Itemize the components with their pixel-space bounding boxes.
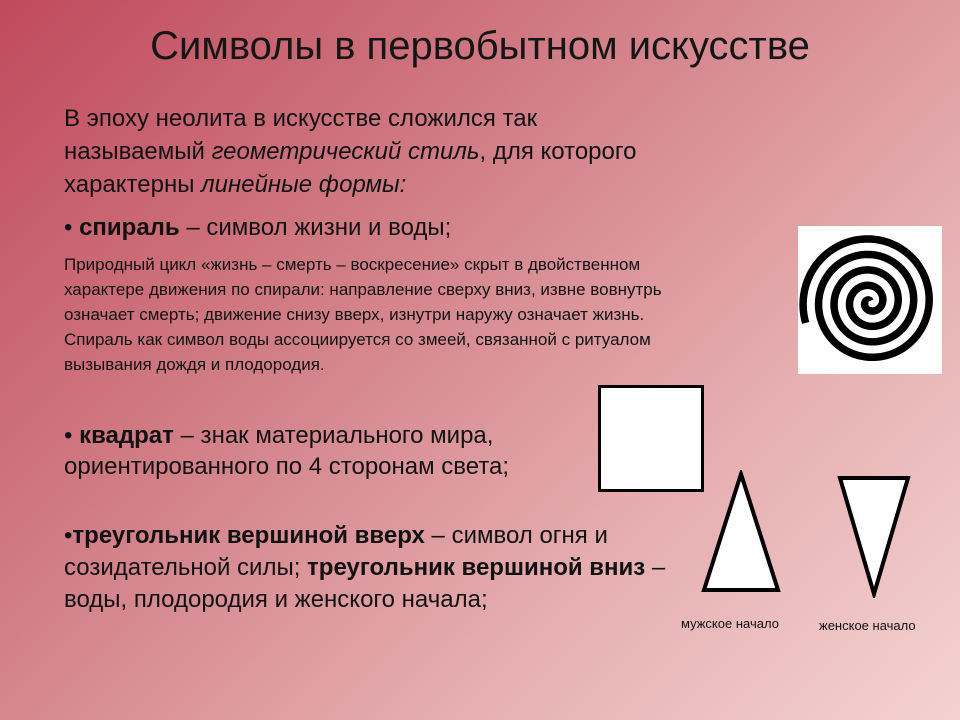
- intro-italic-geometric-style: геометрический стиль: [211, 138, 480, 165]
- triangle-up-icon: [700, 470, 782, 594]
- spiral-svg: [798, 226, 942, 374]
- intro-paragraph: [64, 102, 644, 201]
- caption-female: женское начало: [819, 618, 916, 633]
- bullet-spiral-term: спираль: [79, 214, 180, 241]
- caption-male: мужское начало: [681, 616, 779, 631]
- bullet-triangle-up-term: треугольник вершиной вверх: [72, 522, 425, 549]
- intro-text-2: , для которого характерны: [64, 138, 637, 198]
- bullet-square: [64, 420, 584, 482]
- intro-italic-linear-forms: линейные формы:: [201, 171, 407, 198]
- slide-title: Символы в первобытном искусстве: [150, 24, 810, 68]
- spiral-line: [803, 239, 929, 357]
- bullet-marker: •: [64, 214, 73, 241]
- spiral-icon: [798, 226, 942, 374]
- bullet-triangle-down-text: – воды, плодородия и женского начала;: [64, 554, 666, 613]
- bullet-spiral-text: – символ жизни и воды;: [179, 214, 452, 241]
- square-shape: [598, 385, 704, 492]
- bullet-triangle-down-term: треугольник вершиной вниз: [307, 554, 646, 581]
- bullet-marker: •: [64, 522, 73, 549]
- spiral-note: Природный цикл «жизнь – смерть – воскресение» скрыт в двойственном характере движения по спирали: направление сверху вниз, извне вовнутрь означает смерть; движение снизу вверх, изнутри наружу означает жизнь. Спираль как символ воды ассоциируется со змеей, связанной с ритуалом вызывания дождя и плодородия.: [64, 255, 662, 374]
- bullet-marker: •: [64, 422, 73, 449]
- bullet-square-text: – знак материального мира, ориентированного по 4 сторонам света;: [64, 422, 510, 480]
- bullet-square-term: квадрат: [79, 422, 174, 449]
- intro-text-1: В эпоху неолита в искусстве сложился так называемый: [64, 105, 538, 165]
- bullet-spiral: [64, 212, 624, 243]
- triangle-down-icon: [836, 474, 912, 598]
- bullet-triangle-up-text: – символ огня и созидательной силы;: [64, 522, 608, 581]
- bullet-triangles: [64, 520, 684, 616]
